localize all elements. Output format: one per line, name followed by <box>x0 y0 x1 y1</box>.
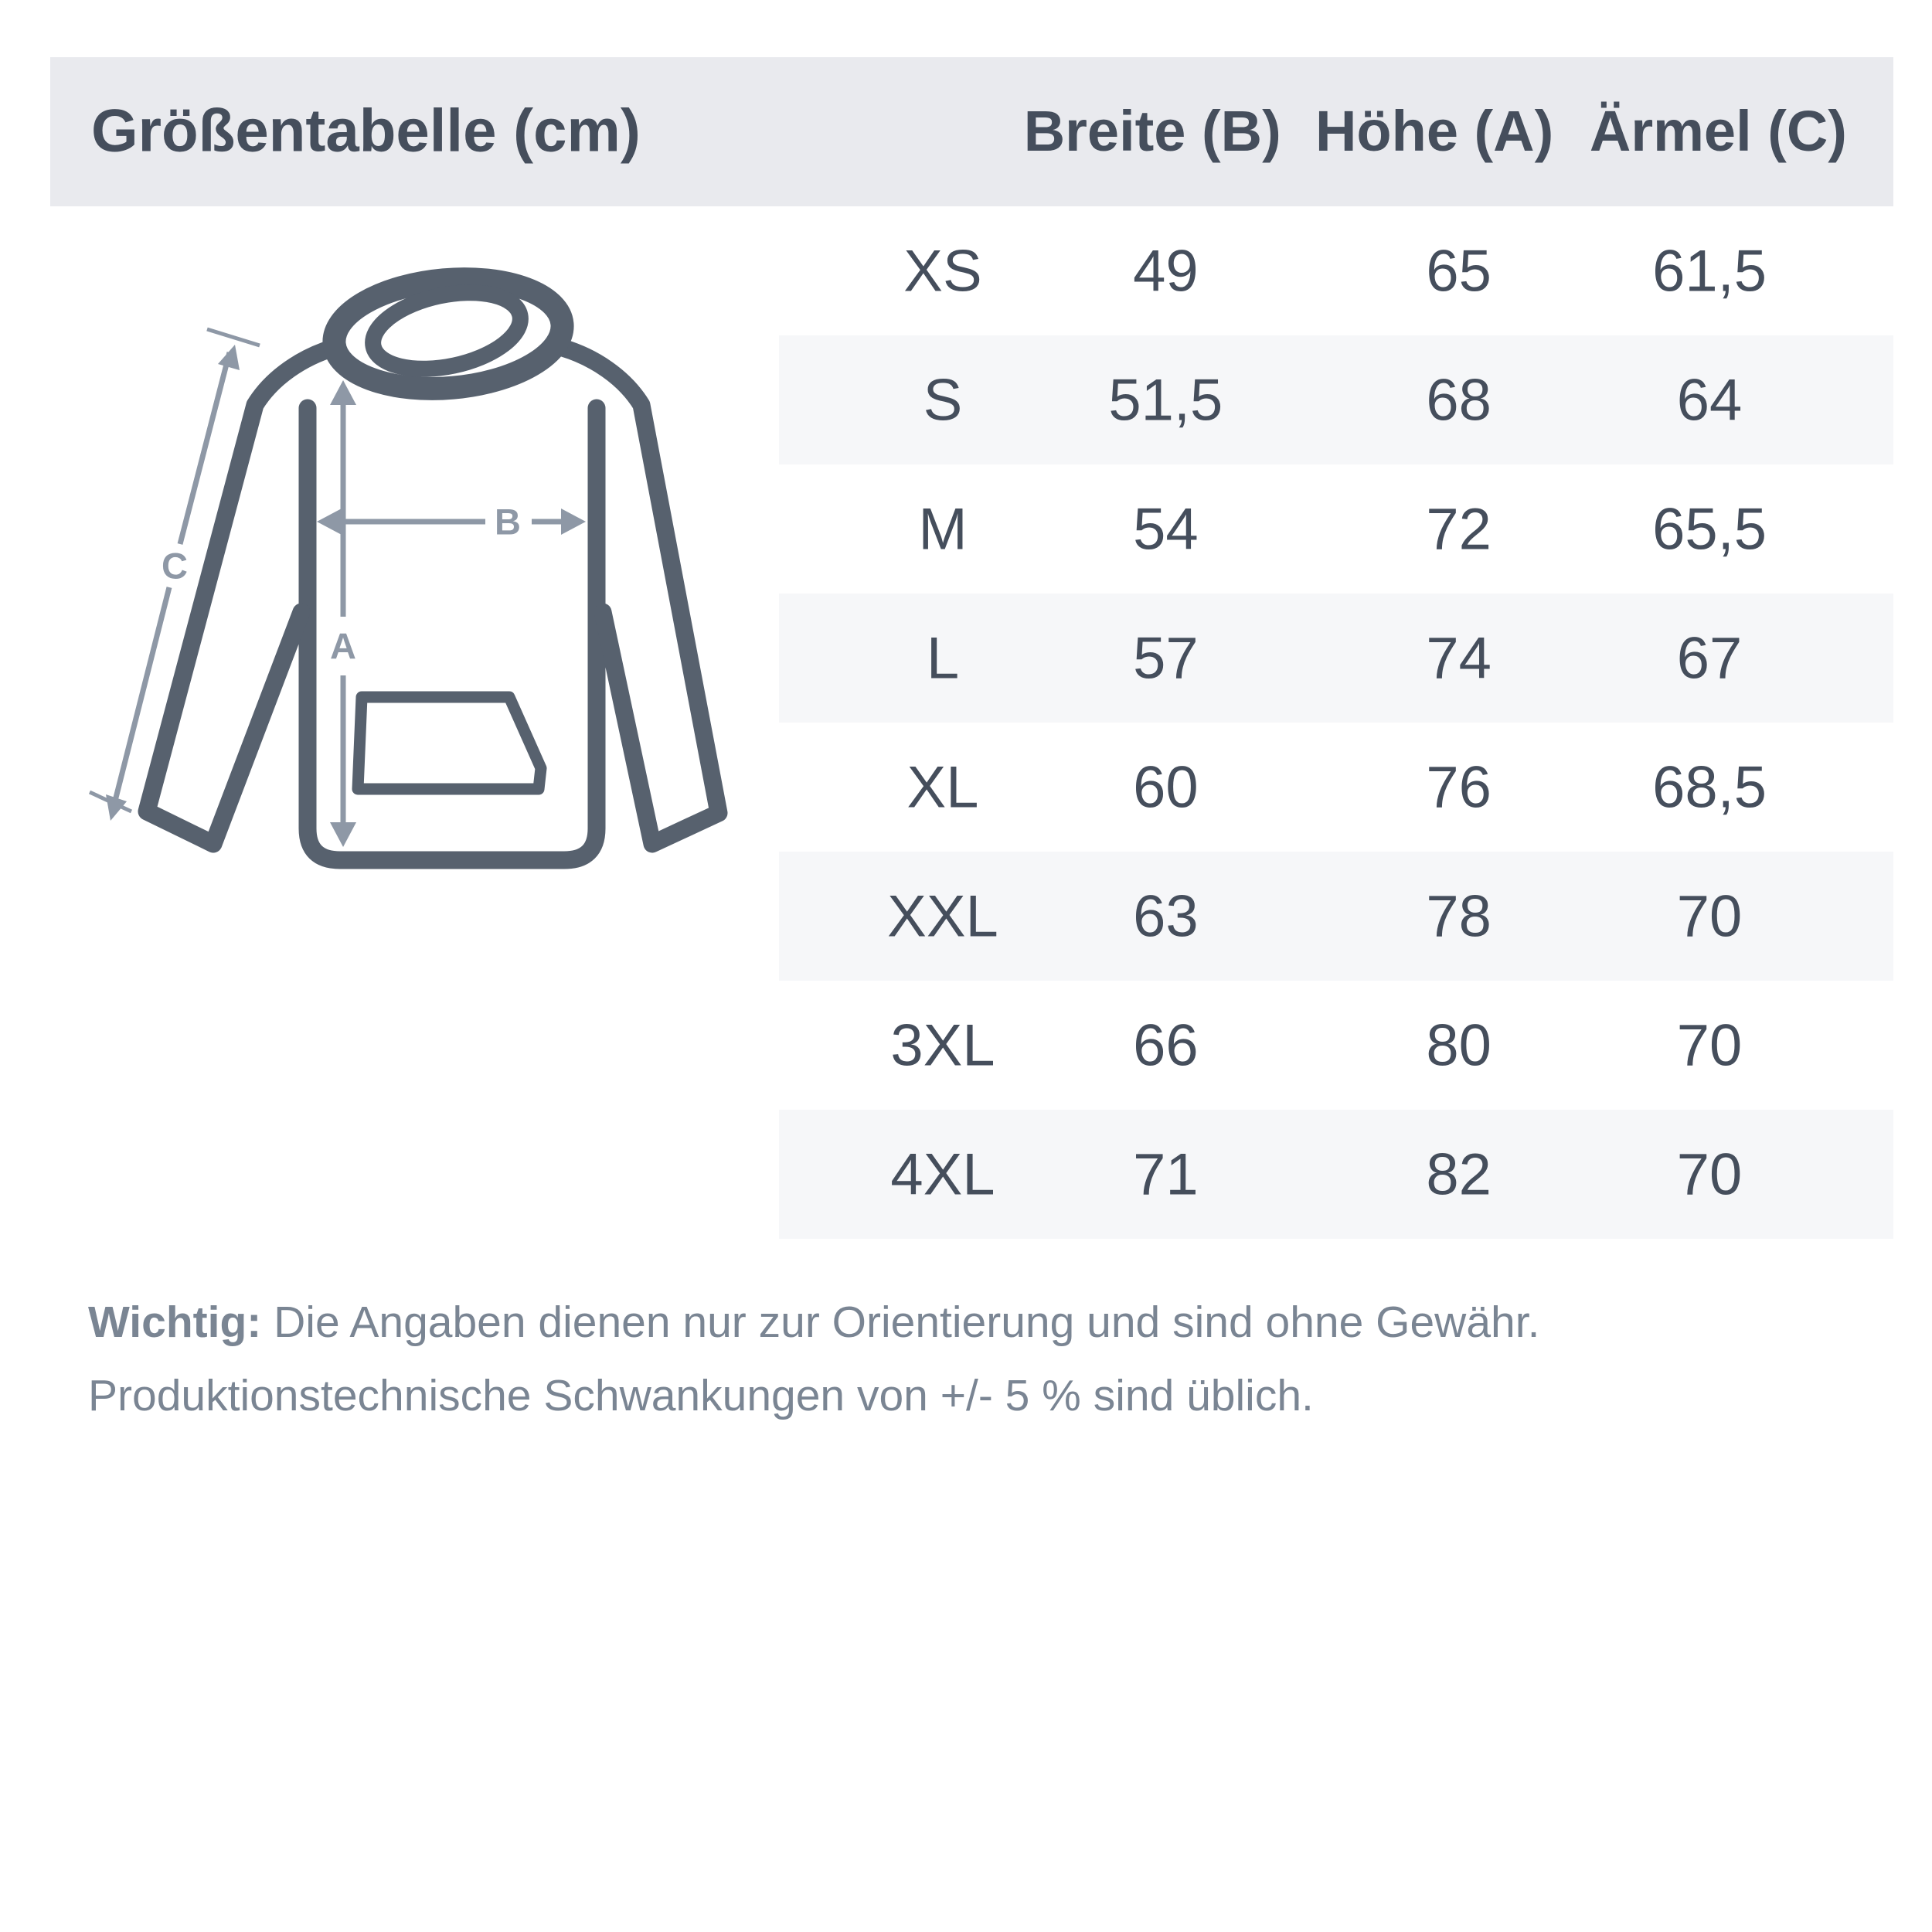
aermel-cell: 70 <box>1676 1141 1743 1207</box>
important-note-line2: Produktionstechnische Schwankungen von +/- 5 % sind üblich. <box>88 1371 1314 1420</box>
breite-cell: 63 <box>1133 883 1199 949</box>
breite-cell: 71 <box>1133 1141 1199 1207</box>
hoehe-cell: 74 <box>1426 625 1492 691</box>
table-row <box>779 335 1893 464</box>
aermel-cell: 65,5 <box>1652 496 1767 562</box>
size-cell: S <box>923 367 963 433</box>
size-cell: M <box>918 496 968 562</box>
hoehe-cell: 72 <box>1426 496 1492 562</box>
hoehe-cell: 68 <box>1426 367 1492 433</box>
size-table <box>779 206 1893 1239</box>
important-note-label: Wichtig: <box>88 1298 262 1347</box>
size-cell: XL <box>906 754 979 820</box>
size-cell: L <box>926 625 960 691</box>
breite-cell: 51,5 <box>1108 367 1223 433</box>
column-header-breite: Breite (B) <box>1023 98 1281 163</box>
measure-label-a: A <box>330 625 356 667</box>
breite-cell: 57 <box>1133 625 1199 691</box>
table-header-bar <box>50 57 1893 206</box>
hoehe-cell: 76 <box>1426 754 1492 820</box>
table-row <box>779 206 1893 335</box>
size-cell: XS <box>903 238 982 304</box>
size-cell: 3XL <box>890 1012 995 1078</box>
table-row <box>779 981 1893 1110</box>
measure-label-b: B <box>495 501 521 543</box>
table-row <box>779 852 1893 981</box>
important-note <box>88 1286 1866 1433</box>
aermel-cell: 64 <box>1676 367 1743 433</box>
table-row <box>779 464 1893 594</box>
page-title: Größentabelle (cm) <box>91 96 641 165</box>
breite-cell: 54 <box>1133 496 1199 562</box>
aermel-cell: 67 <box>1676 625 1743 691</box>
aermel-cell: 68,5 <box>1652 754 1767 820</box>
size-cell: XXL <box>887 883 998 949</box>
hoehe-cell: 80 <box>1426 1012 1492 1078</box>
aermel-cell: 70 <box>1676 1012 1743 1078</box>
hoodie-measurement-diagram <box>77 216 788 873</box>
aermel-cell: 61,5 <box>1652 238 1767 304</box>
important-note-line1: Die Angaben dienen nur zur Orientierung und sind ohne Gewähr. <box>274 1298 1540 1347</box>
size-cell: 4XL <box>890 1141 995 1207</box>
measure-label-c: C <box>162 545 188 587</box>
pocket-outline <box>358 697 541 789</box>
table-row <box>779 1110 1893 1239</box>
column-header-hoehe: Höhe (A) <box>1315 98 1554 163</box>
breite-cell: 60 <box>1133 754 1199 820</box>
aermel-cell: 70 <box>1676 883 1743 949</box>
hoehe-cell: 82 <box>1426 1141 1492 1207</box>
hoehe-cell: 65 <box>1426 238 1492 304</box>
hoehe-cell: 78 <box>1426 883 1492 949</box>
column-header-aermel: Ärmel (C) <box>1589 98 1847 163</box>
breite-cell: 49 <box>1133 238 1199 304</box>
breite-cell: 66 <box>1133 1012 1199 1078</box>
table-row <box>779 594 1893 723</box>
table-row <box>779 723 1893 852</box>
